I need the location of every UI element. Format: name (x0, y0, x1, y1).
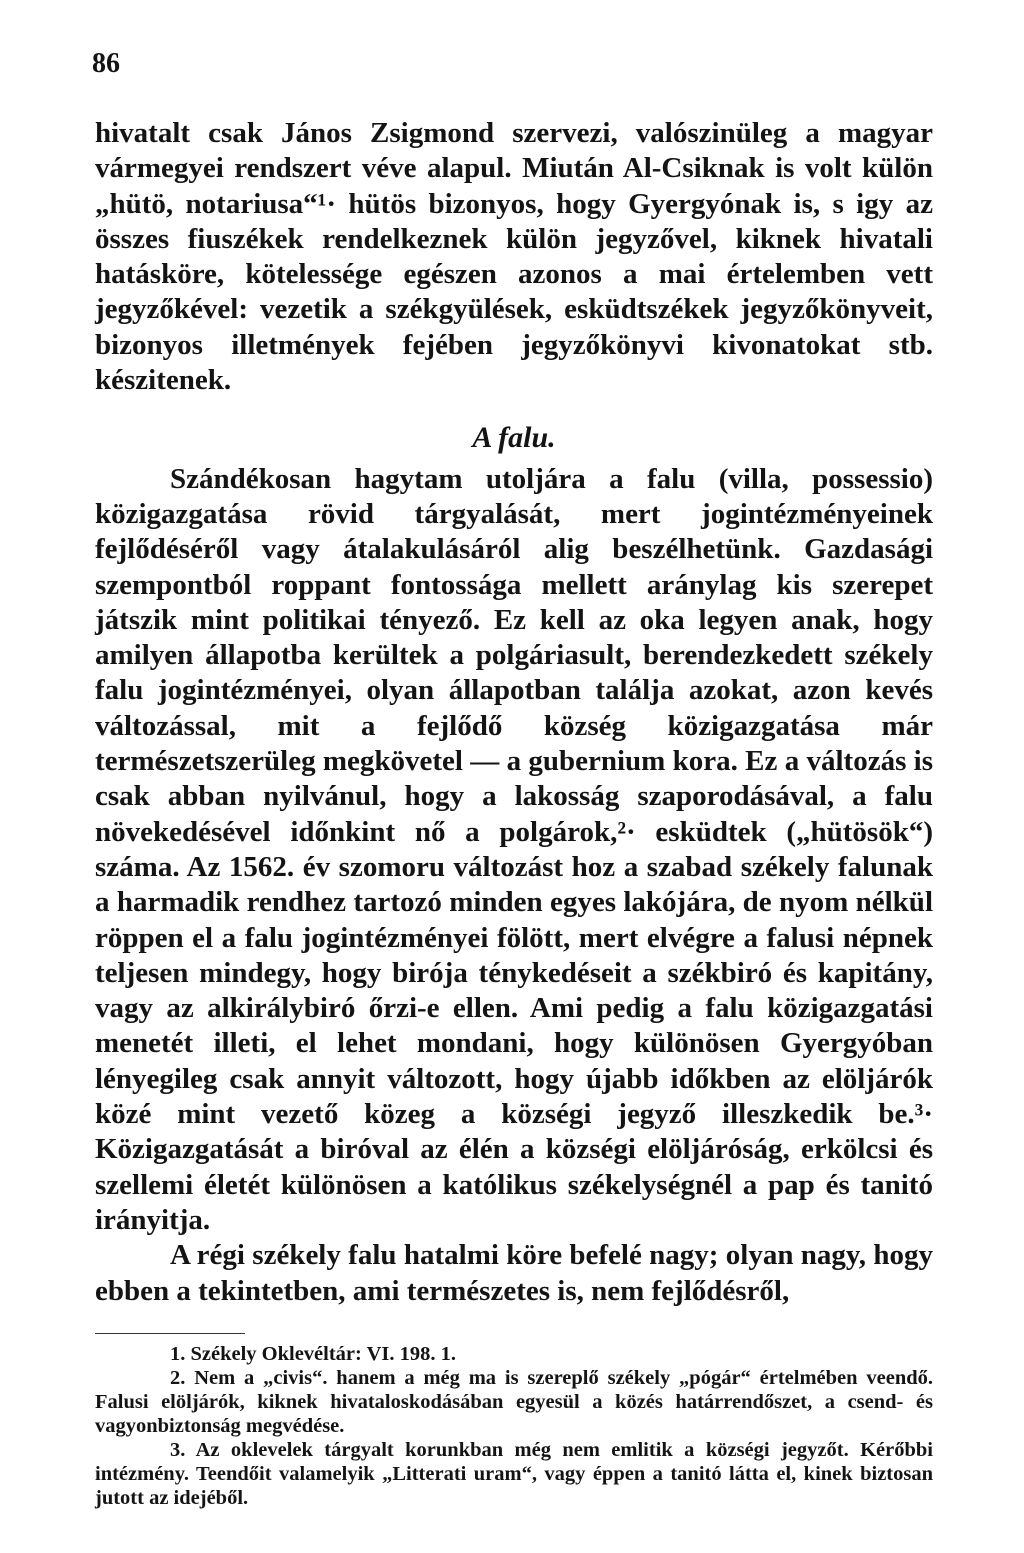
footnotes (95, 1333, 933, 1510)
section-heading: A falu. (472, 421, 556, 455)
footnote-divider (95, 1333, 245, 1334)
footnote-1: 1. Székely Oklevéltár: VI. 198. 1. (170, 1343, 457, 1365)
footnote-3: 3. Az oklevelek tárgyalt korunkban még nem emlitik a községi jegyzőt. Kérőbbi intézmény. Teendőit valamelyik „Litterati uram“, vagy éppen a tanitó látta el, kinek biztosan jutott az idejéből. (95, 1439, 933, 1509)
paragraph: Szándékosan hagytam utoljára a falu (villa, possessio) közigazgatása rövid tárgyalását, mert jogintézményeinek fejlődéséről vagy átalakulásáról alig beszélhetünk. Gazdasági szempontból roppant fontossága mellett aránylag kis szerepet játszik mint politikai tényező. Ez kell az oka legyen anak, hogy amilyen állapotba kerültek a polgáriasult, berendezkedett székely falu jogintézményei, olyan állapotban találja azokat, azon kevés változással, mit a fejlődő község közigazgatása már természetszerüleg megkövetel — a gubernium kora. Ez a változás is csak abban nyilvánul, hogy a lakosság szaporodásával, a falu növekedésével időnkint nő a polgárok,²· esküdtek („hütösök“) száma. Az 1562. év szomoru változást hoz a szabad székely falunak a harmadik rendhez tartozó minden egyes lakójára, de nyom nélkül röppen el a falu jogintézményei fölött, mert elvégre a falusi népnek teljesen mindegy, hogy birója ténykedéseit a székbiró és kapitány, vagy az alkirálybiró őrzi-e ellen. Ami pedig a falu közigazgatási menetét illeti, el lehet mondani, hogy különösen Gyergyóban lényegileg csak annyit változott, hogy újabb időkben az elöljárók közé mint vezető közeg a községi jegyző illeszkedik be.³· Közigazgatását a biróval az élén a községi elöljáróság, erkölcsi és szellemi életét különösen a katólikus székelységnél a pap és tanitó irányitja. (95, 462, 933, 1236)
page-number: 86 (92, 48, 120, 79)
main-text (95, 116, 933, 1309)
footnote-2: 2. Nem a „civis“. hanem a még ma is szereplő székely „pógár“ értelmében veendő. Falusi elöljárók, kiknek hivataloskodásában egyesül a közés határrendőszet, a csend- és vagyonbiztonság megvédése. (95, 1367, 933, 1437)
paragraph: A régi székely falu hatalmi köre befelé nagy; olyan nagy, hogy ebben a tekintetben, ami természetes is, nem fejlődésről, (95, 1239, 933, 1307)
paragraph-continuation: hivatalt csak János Zsigmond szervezi, valószinüleg a magyar vármegyei rendszert véve alapul. Miután Al-Csiknak is volt külön „hütö, notariusa“¹· hütös bizonyos, hogy Gyergyónak is, s igy az összes fiuszékek rendelkeznek külön jegyzővel, kiknek hivatali hatásköre, kötelessége egészen azonos a mai értelemben vett jegyzőkével: vezetik a székgyülések, esküdtszékek jegyzőkönyveit, bizonyos illetmények fejében jegyzőkönyvi kivonatokat stb. készitenek. (95, 117, 933, 397)
